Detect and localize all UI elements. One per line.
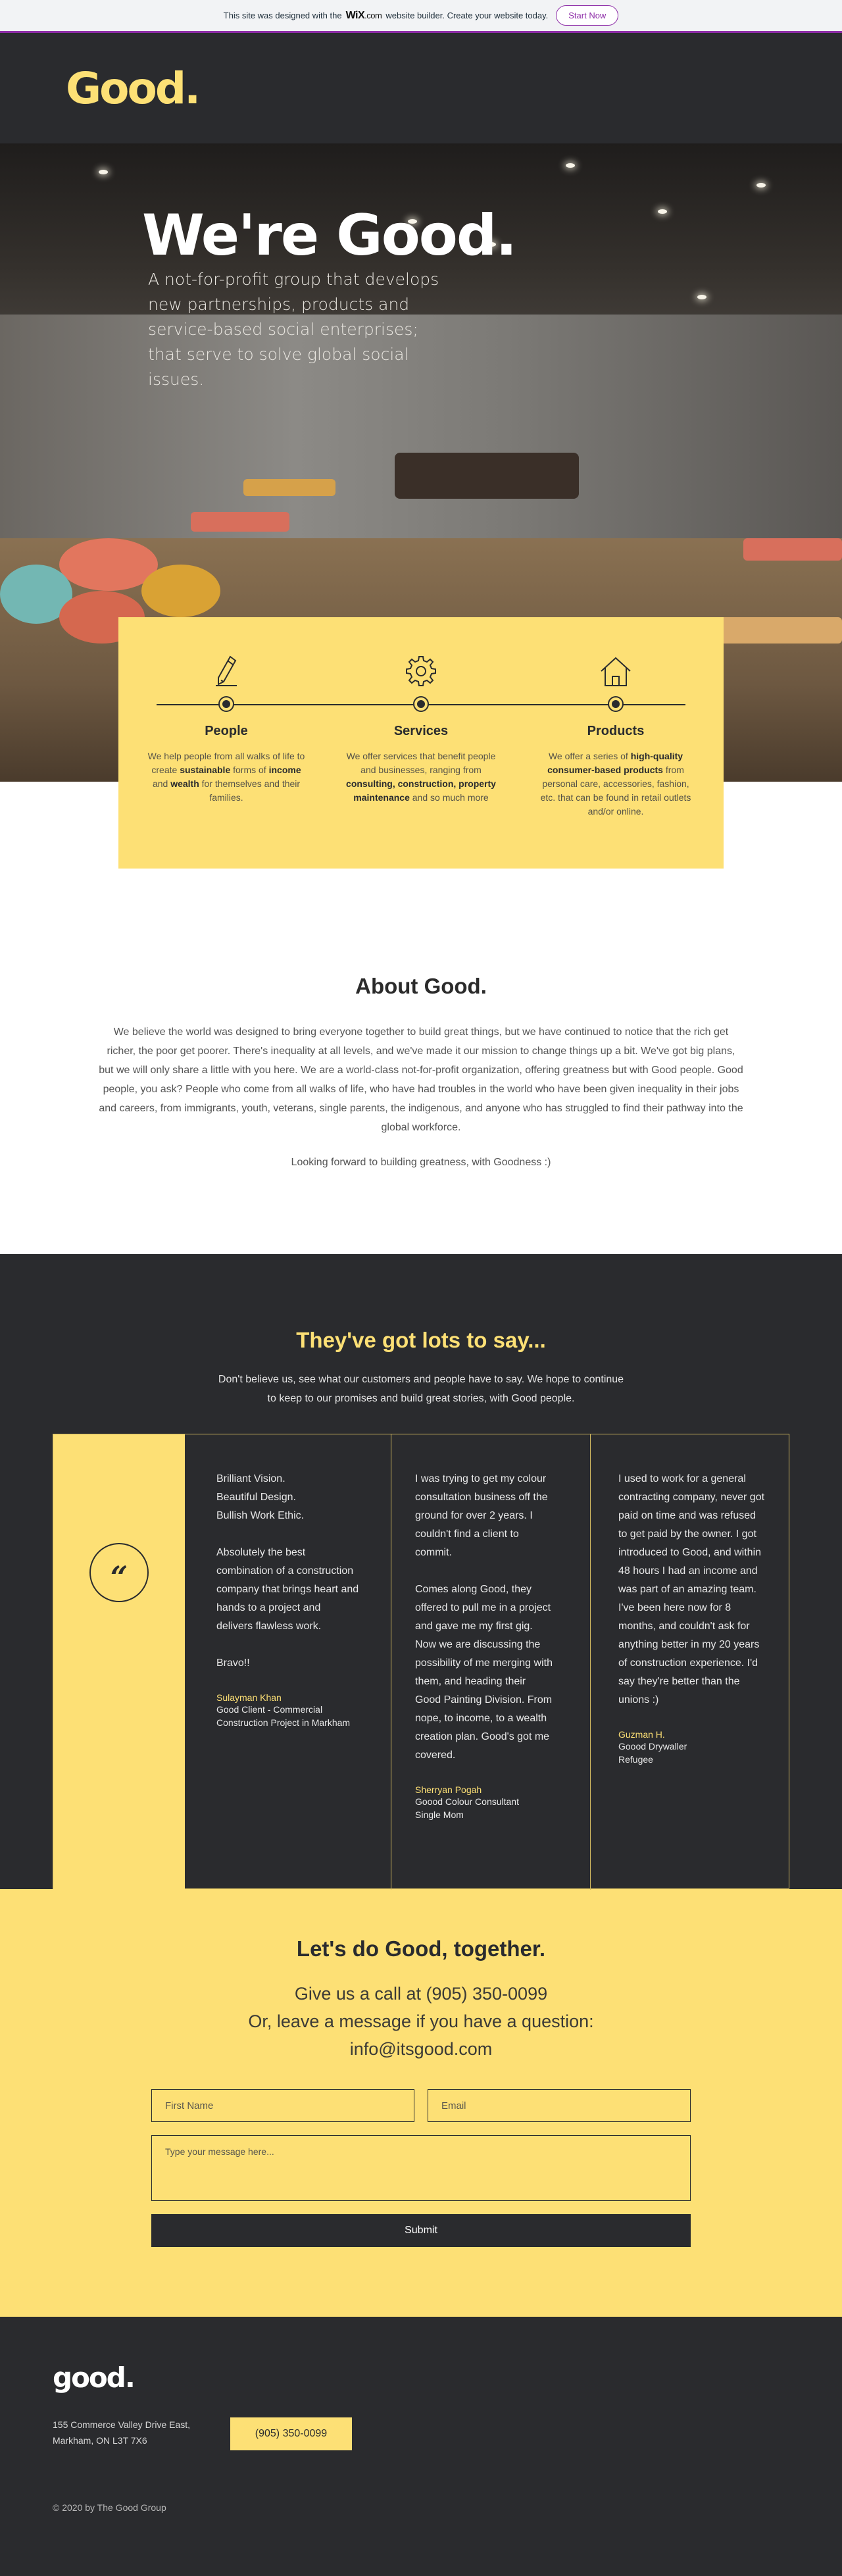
site-header: [0, 33, 842, 143]
contact-form-row: [151, 2089, 691, 2122]
testimonials-panel: [53, 1434, 789, 1889]
bench-cushion: [191, 512, 289, 532]
submit-button[interactable]: Submit: [151, 2214, 691, 2247]
hero-section: [0, 143, 842, 817]
pencil-icon: [207, 651, 246, 691]
feature-description: We help people from all walks of life to create sustainable forms of income and wealth for themselves and their families.: [147, 751, 305, 803]
contact-message-line: Or, leave a message if you have a question:: [248, 2011, 594, 2031]
testimonials-section: [0, 1254, 842, 1889]
ceiling-light: [697, 295, 706, 299]
contact-section: [0, 1889, 842, 2317]
testimonial-text: I used to work for a general contracting company, never got paid on time and was refused to get paid by the owner. I got introduced to Good, and within 48 hours I had an income and was part of an amazing team. I've been here now for 8 months, and couldn't ask for anything better in my 20 years of construction experience. I'd say they're better than the unions :): [618, 1473, 765, 1705]
ceiling-light: [756, 183, 766, 188]
testimonials-subtitle: Don't believe us, see what our customers and people have to say. We hope to continue to keep to our promises and build great stories, with Good people.: [218, 1374, 624, 1404]
timeline-dot: [609, 697, 622, 711]
gear-icon: [401, 651, 441, 691]
timeline-dot: [220, 697, 233, 711]
testimonial-card: [185, 1434, 391, 1890]
ceiling-light: [566, 163, 575, 168]
contact-info: [0, 1980, 842, 2063]
wix-banner: [0, 0, 842, 33]
ceiling-light: [658, 209, 667, 214]
bench-cushion: [743, 538, 842, 561]
house-icon: [596, 651, 635, 691]
testimonial-role: Goood Colour Consultant Single Mom: [415, 1796, 519, 1820]
contact-form: [151, 2089, 691, 2247]
quote-icon: “: [89, 1543, 149, 1602]
timeline-dot: [414, 697, 428, 711]
site-footer: [0, 2317, 842, 2576]
wix-logo-wordmark: WiX: [345, 9, 365, 21]
first-name-field[interactable]: [151, 2089, 414, 2122]
wix-logo[interactable]: [346, 10, 382, 22]
pouf-seat: [141, 565, 220, 617]
about-title: About Good.: [355, 974, 487, 998]
wix-logo-dotcom: .com: [364, 10, 382, 20]
about-closing: Looking forward to building greatness, with Goodness :): [291, 1157, 551, 1168]
contact-title: Let's do Good, together.: [296, 1936, 546, 1961]
feature-services: [342, 651, 500, 805]
testimonial-role: Goood Drywaller Refugee: [618, 1741, 687, 1765]
feature-people: [147, 651, 305, 805]
pool-table: [395, 453, 579, 499]
message-field[interactable]: [151, 2135, 691, 2201]
testimonial-card: [591, 1434, 789, 1890]
footer-logo[interactable]: good.: [53, 2361, 134, 2394]
feature-title: Products: [587, 724, 645, 738]
footer-copyright: © 2020 by The Good Group: [53, 2502, 166, 2513]
hero-subtitle: A not-for-profit group that develops new partnerships, products and service-based social enterprises; that serve to solve global social issues.: [148, 270, 439, 389]
wix-banner-text: This site was designed with the: [223, 11, 342, 20]
wix-banner-text-after: website builder. Create your website today.: [385, 11, 549, 20]
testimonial-text: I was trying to get my colour consultation business off the ground for over 2 years. I couldn't find a client to commit. Comes along Good, they offered to pull me in a project and gave me my first gig. Now we are discussing the possibility of me merging with them, and heading their Good Painting Division. From nope, to income, to a wealth creation plan. Good's got me covered.: [415, 1473, 553, 1761]
email-field[interactable]: [428, 2089, 691, 2122]
testimonial-text: Brilliant Vision. Beautiful Design. Bullish Work Ethic. Absolutely the best combination of a construction company that brings heart and hands to a project and delivers flawless work. Bravo!!: [216, 1473, 359, 1669]
contact-phone-line: Give us a call at (905) 350-0099: [294, 1984, 548, 2004]
feature-description: We offer a series of high-quality consumer-based products from personal care, accessories, fashion, etc. that can be found in retail outlets and/or online.: [540, 751, 691, 817]
testimonial-card: [391, 1434, 591, 1890]
site-logo[interactable]: Good.: [66, 63, 199, 114]
feature-products: [537, 651, 695, 819]
footer-address: 155 Commerce Valley Drive East, Markham, ON L3T 7X6: [53, 2419, 191, 2446]
about-body: We believe the world was designed to bring everyone together to build great things, but we have continued to notice that the rich get richer, the poor get poorer. There's inequality at all levels, and we've made it our mission to change things up a bit. We've got big plans, but we will only share a little with you here. We are a world-class not-for-profit organization, offering greatness but with Good people. Good people, you ask? People who come from all walks of life, who have had troubles in the world who have been given inequality in their jobs and careers, from immigrants, youth, veterans, single parents, the indigenous, and anyone who has struggled to find their pathway into the global workforce.: [99, 1026, 743, 1133]
hero-title: We're Good.: [142, 203, 516, 268]
quote-column: [53, 1434, 185, 1890]
start-now-button[interactable]: Start Now: [556, 5, 618, 26]
testimonial-role: Good Client - Commercial Construction Project in Markham: [216, 1704, 351, 1728]
testimonial-author: Sherryan Pogah: [415, 1784, 482, 1795]
bench-cushion: [243, 479, 335, 496]
feature-title: Services: [393, 724, 449, 738]
footer-phone-button[interactable]: (905) 350-0099: [230, 2417, 352, 2450]
contact-email-link[interactable]: info@itsgood.com: [349, 2039, 493, 2059]
feature-title: People: [205, 724, 248, 738]
feature-description: We offer services that benefit people and businesses, ranging from consulting, construction, property maintenance and so much more: [346, 751, 496, 803]
testimonial-author: Sulayman Khan: [216, 1692, 282, 1703]
testimonial-author: Guzman H.: [618, 1729, 665, 1740]
ceiling-light: [99, 170, 108, 174]
feature-card: [118, 617, 724, 869]
testimonials-title: They've got lots to say...: [296, 1328, 546, 1352]
